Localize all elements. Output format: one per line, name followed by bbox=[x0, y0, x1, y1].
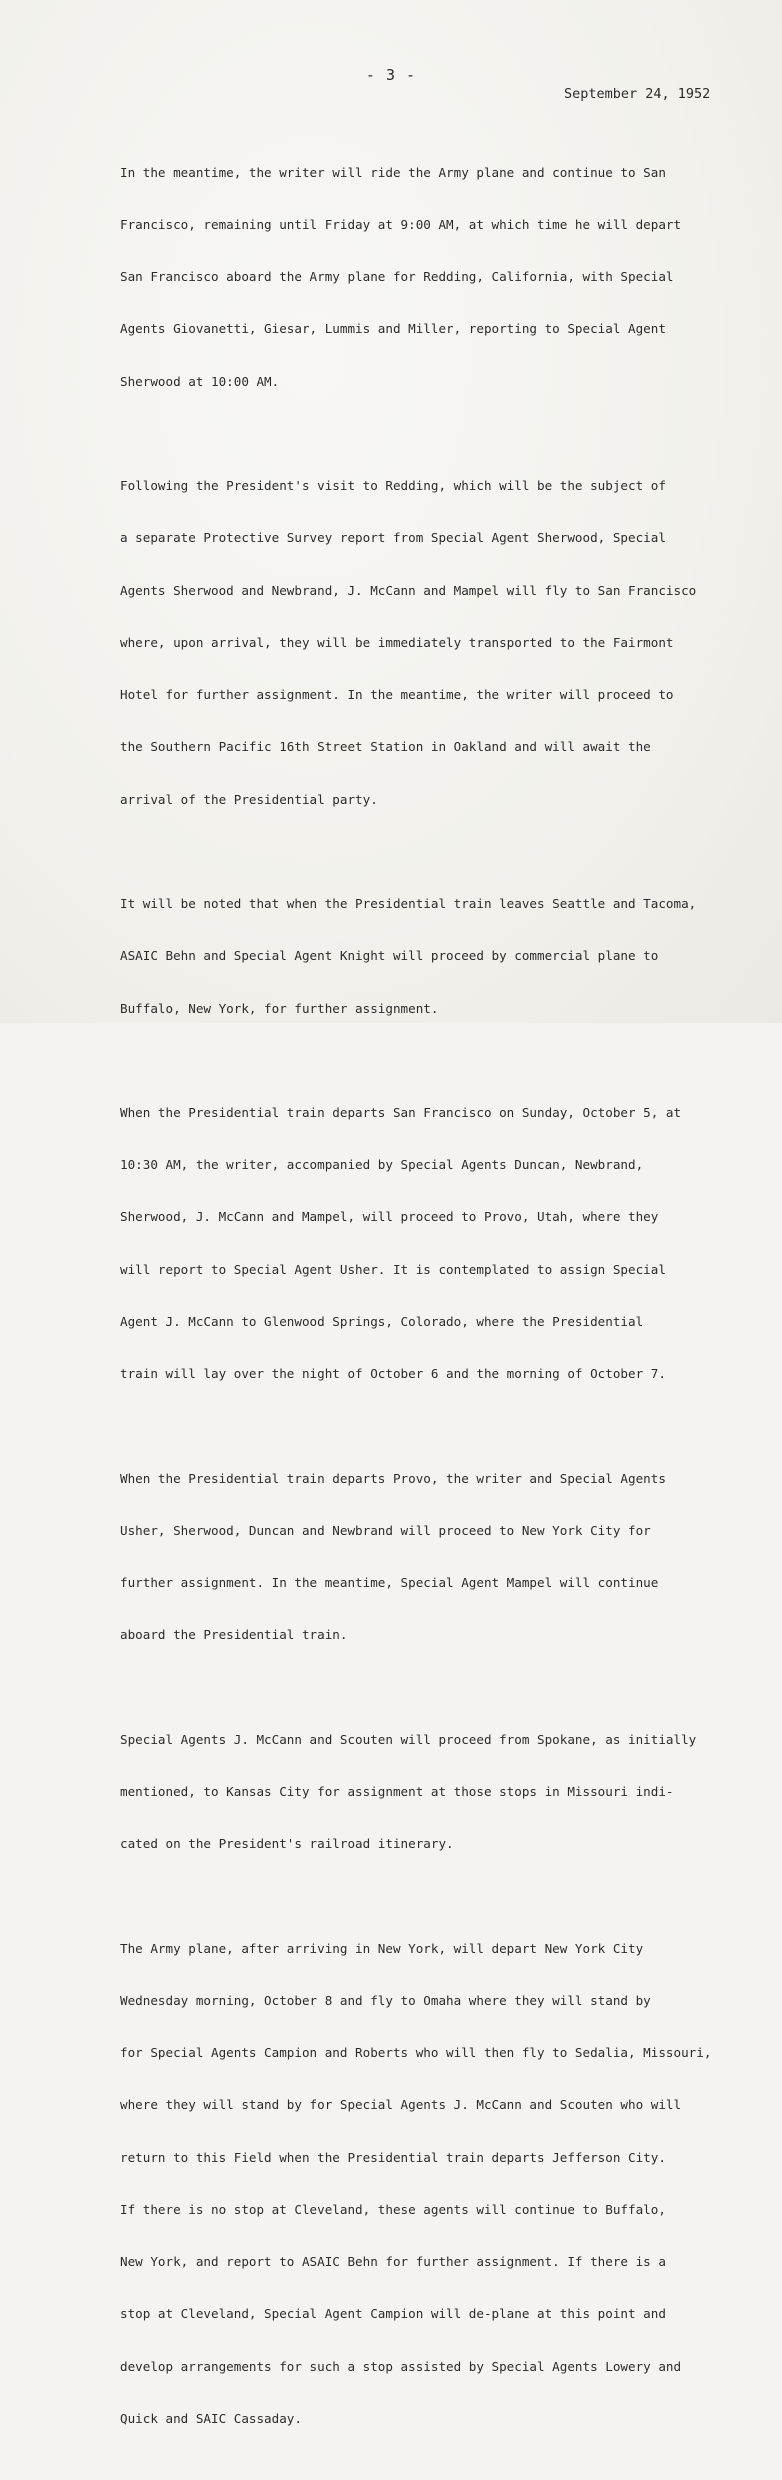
text-line: Following the President's visit to Redding, which will be the subject of bbox=[120, 478, 666, 494]
text-line: will report to Special Agent Usher. It is contemplated to assign Special bbox=[120, 1261, 666, 1277]
text-line: a separate Protective Survey report from Special Agent Sherwood, Special bbox=[120, 530, 666, 546]
text-line: The Army plane, after arriving in New York, will depart New York City bbox=[120, 1940, 644, 1956]
text-line: When the Presidential train departs Provo, the writer and Special Agents bbox=[120, 1470, 666, 1486]
paragraph bbox=[120, 1069, 720, 1417]
paragraph bbox=[120, 860, 720, 1051]
paragraph bbox=[120, 442, 720, 842]
text-line: Wednesday morning, October 8 and fly to Omaha where they will stand by bbox=[120, 1993, 651, 2009]
text-line: 10:30 AM, the writer, accompanied by Special Agents Duncan, Newbrand, bbox=[120, 1157, 644, 1173]
text-line: develop arrangements for such a stop assisted by Special Agents Lowery and bbox=[120, 2358, 682, 2374]
paragraph bbox=[120, 129, 720, 425]
text-line: stop at Cleveland, Special Agent Campion will de-plane at this point and bbox=[120, 2306, 666, 2322]
text-line: cated on the President's railroad itinerary. bbox=[120, 1836, 454, 1852]
text-line: return to this Field when the Presidential train departs Jefferson City. bbox=[120, 2149, 666, 2165]
text-line: Sherwood at 10:00 AM. bbox=[120, 373, 280, 389]
text-line: Quick and SAIC Cassaday. bbox=[120, 2410, 302, 2426]
paragraph bbox=[120, 1696, 720, 1887]
text-line: It will be noted that when the Presidential train leaves Seattle and Tacoma, bbox=[120, 896, 697, 912]
document-date: September 24, 1952 bbox=[564, 86, 711, 102]
text-line: further assignment. In the meantime, Special Agent Mampel will continue bbox=[120, 1575, 659, 1591]
text-line: San Francisco aboard the Army plane for Redding, California, with Special bbox=[120, 269, 674, 285]
text-line: Agents Giovanetti, Giesar, Lummis and Miller, reporting to Special Agent bbox=[120, 321, 666, 337]
text-line: Sherwood, J. McCann and Mampel, will proceed to Provo, Utah, where they bbox=[120, 1209, 659, 1225]
text-line: where, upon arrival, they will be immediately transported to the Fairmont bbox=[120, 634, 674, 650]
text-line: Agents Sherwood and Newbrand, J. McCann and Mampel will fly to San Francisco bbox=[120, 582, 697, 598]
text-line: If there is no stop at Cleveland, these agents will continue to Buffalo, bbox=[120, 2201, 666, 2217]
text-line: When the Presidential train departs San Francisco on Sunday, October 5, at bbox=[120, 1105, 682, 1121]
page-number: - 3 - bbox=[365, 66, 417, 84]
text-line: Agent J. McCann to Glenwood Springs, Colorado, where the Presidential bbox=[120, 1313, 644, 1329]
document-body bbox=[120, 129, 720, 2480]
text-line: aboard the Presidential train. bbox=[120, 1627, 348, 1643]
text-line: for Special Agents Campion and Roberts who will then fly to Sedalia, Missouri, bbox=[120, 2045, 712, 2061]
text-line: In the meantime, the writer will ride the Army plane and continue to San bbox=[120, 164, 666, 180]
paragraph bbox=[120, 1435, 720, 1679]
text-line: where they will stand by for Special Agents J. McCann and Scouten who will bbox=[120, 2097, 682, 2113]
text-line: Special Agents J. McCann and Scouten will proceed from Spokane, as initially bbox=[120, 1731, 697, 1747]
text-line: ASAIC Behn and Special Agent Knight will proceed by commercial plane to bbox=[120, 948, 659, 964]
text-line: mentioned, to Kansas City for assignment at those stops in Missouri indi- bbox=[120, 1784, 674, 1800]
text-line: the Southern Pacific 16th Street Station in Oakland and will await the bbox=[120, 739, 651, 755]
text-line: Buffalo, New York, for further assignment. bbox=[120, 1000, 439, 1016]
text-line: arrival of the Presidential party. bbox=[120, 791, 378, 807]
text-line: Usher, Sherwood, Duncan and Newbrand will proceed to New York City for bbox=[120, 1522, 651, 1538]
text-line: New York, and report to ASAIC Behn for further assignment. If there is a bbox=[120, 2254, 666, 2270]
text-line: Hotel for further assignment. In the meantime, the writer will proceed to bbox=[120, 687, 674, 703]
text-line: train will lay over the night of October 6 and the morning of October 7. bbox=[120, 1366, 666, 1382]
text-line: Francisco, remaining until Friday at 9:00 AM, at which time he will depart bbox=[120, 217, 682, 233]
paragraph bbox=[120, 1905, 720, 2462]
